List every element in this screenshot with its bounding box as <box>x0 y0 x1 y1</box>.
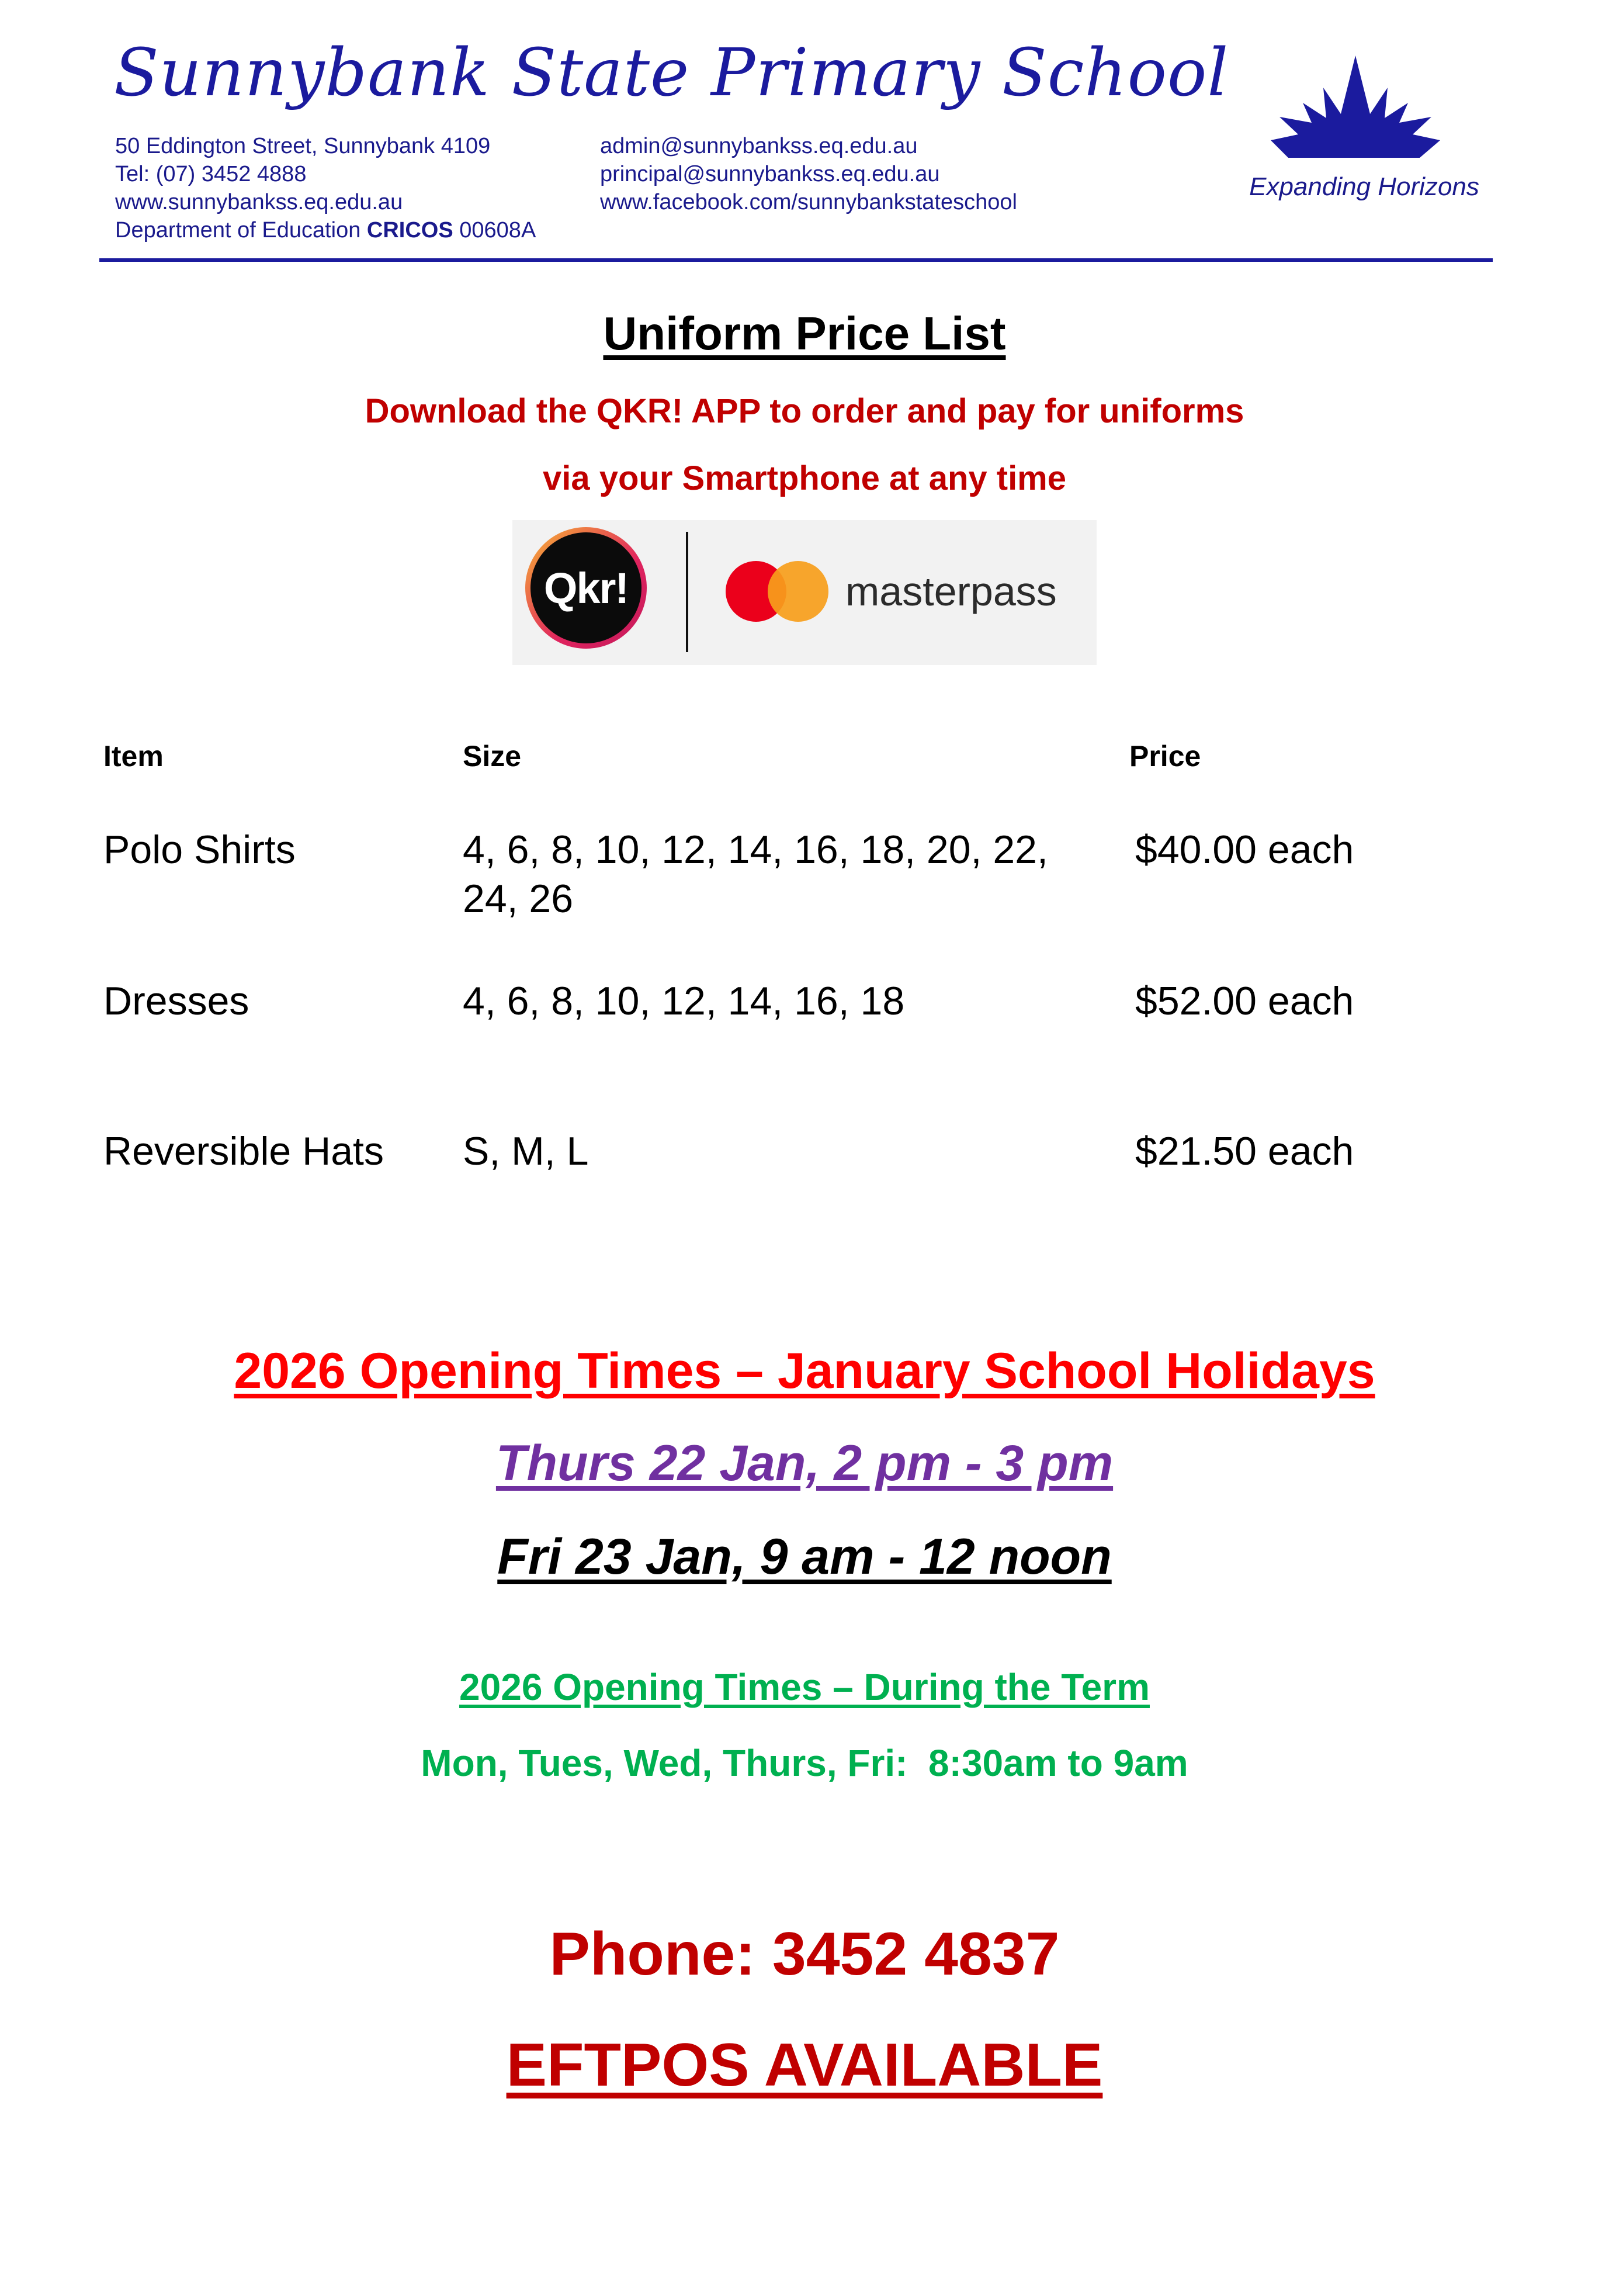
table-row-size <box>463 825 1048 923</box>
contact-emails <box>600 132 1017 216</box>
table-row-item: Reversible Hats <box>103 1129 384 1173</box>
cricos-label: CRICOS <box>366 218 453 243</box>
payment-banner <box>512 520 1097 665</box>
school-name: Sunnybank State Primary School <box>114 35 1229 111</box>
masterpass-logo-text: masterpass <box>845 569 1057 614</box>
order-instructions-line-1: Download the QKR! APP to order and pay for uniforms <box>365 392 1244 430</box>
table-row-size: S, M, L <box>463 1129 589 1173</box>
header-divider <box>99 258 1493 262</box>
school-tagline: Expanding Horizons <box>1249 172 1479 201</box>
size-line: 4, 6, 8, 10, 12, 14, 16, 18, 20, 22, <box>463 827 1048 872</box>
page-title: Uniform Price List <box>603 307 1006 359</box>
eftpos-notice: EFTPOS AVAILABLE <box>506 2031 1103 2099</box>
principal-email-link[interactable]: principal@sunnybankss.eq.edu.au <box>600 162 940 186</box>
order-instructions-line-2: via your Smartphone at any time <box>542 459 1067 497</box>
column-header-price: Price <box>1129 740 1201 773</box>
table-row-price: $21.50 each <box>1135 1129 1354 1173</box>
holiday-opening-day-2: Fri 23 Jan, 9 am - 12 noon <box>497 1529 1112 1585</box>
facebook-link[interactable]: www.facebook.com/sunnybankstateschool <box>600 190 1017 214</box>
column-header-size: Size <box>463 740 522 773</box>
mastercard-orange-circle-icon <box>768 561 828 622</box>
qkr-logo-text: Qkr! <box>530 532 641 643</box>
admin-email-link[interactable]: admin@sunnybankss.eq.edu.au <box>600 134 918 158</box>
term-opening-heading: 2026 Opening Times – During the Term <box>459 1666 1150 1708</box>
cricos-number: 00608A <box>453 218 536 243</box>
starburst-logo-icon <box>1268 53 1443 169</box>
term-opening-times: Mon, Tues, Wed, Thurs, Fri: 8:30am to 9am <box>421 1742 1188 1784</box>
department-line <box>115 216 536 244</box>
banner-divider <box>686 532 688 652</box>
school-website-link[interactable]: www.sunnybankss.eq.edu.au <box>115 190 403 214</box>
size-line: 24, 26 <box>463 877 574 921</box>
department-prefix: Department of Education <box>115 218 367 243</box>
school-phone: Tel: (07) 3452 4888 <box>115 162 307 186</box>
uniform-shop-phone: Phone: 3452 4837 <box>549 1920 1060 1988</box>
column-header-item: Item <box>103 740 164 773</box>
school-address: 50 Eddington Street, Sunnybank 4109 <box>115 134 491 158</box>
holiday-opening-day-1: Thurs 22 Jan, 2 pm - 3 pm <box>495 1435 1114 1491</box>
contact-details <box>115 132 536 244</box>
table-row-size: 4, 6, 8, 10, 12, 14, 16, 18 <box>463 979 905 1023</box>
table-row-item: Dresses <box>103 979 249 1023</box>
table-row-price: $40.00 each <box>1135 827 1354 872</box>
school-logo <box>1236 53 1493 216</box>
table-row-item: Polo Shirts <box>103 827 296 872</box>
qkr-logo-icon <box>525 527 647 649</box>
table-row-price: $52.00 each <box>1135 979 1354 1023</box>
holiday-opening-heading: 2026 Opening Times – January School Holidays <box>234 1343 1375 1399</box>
